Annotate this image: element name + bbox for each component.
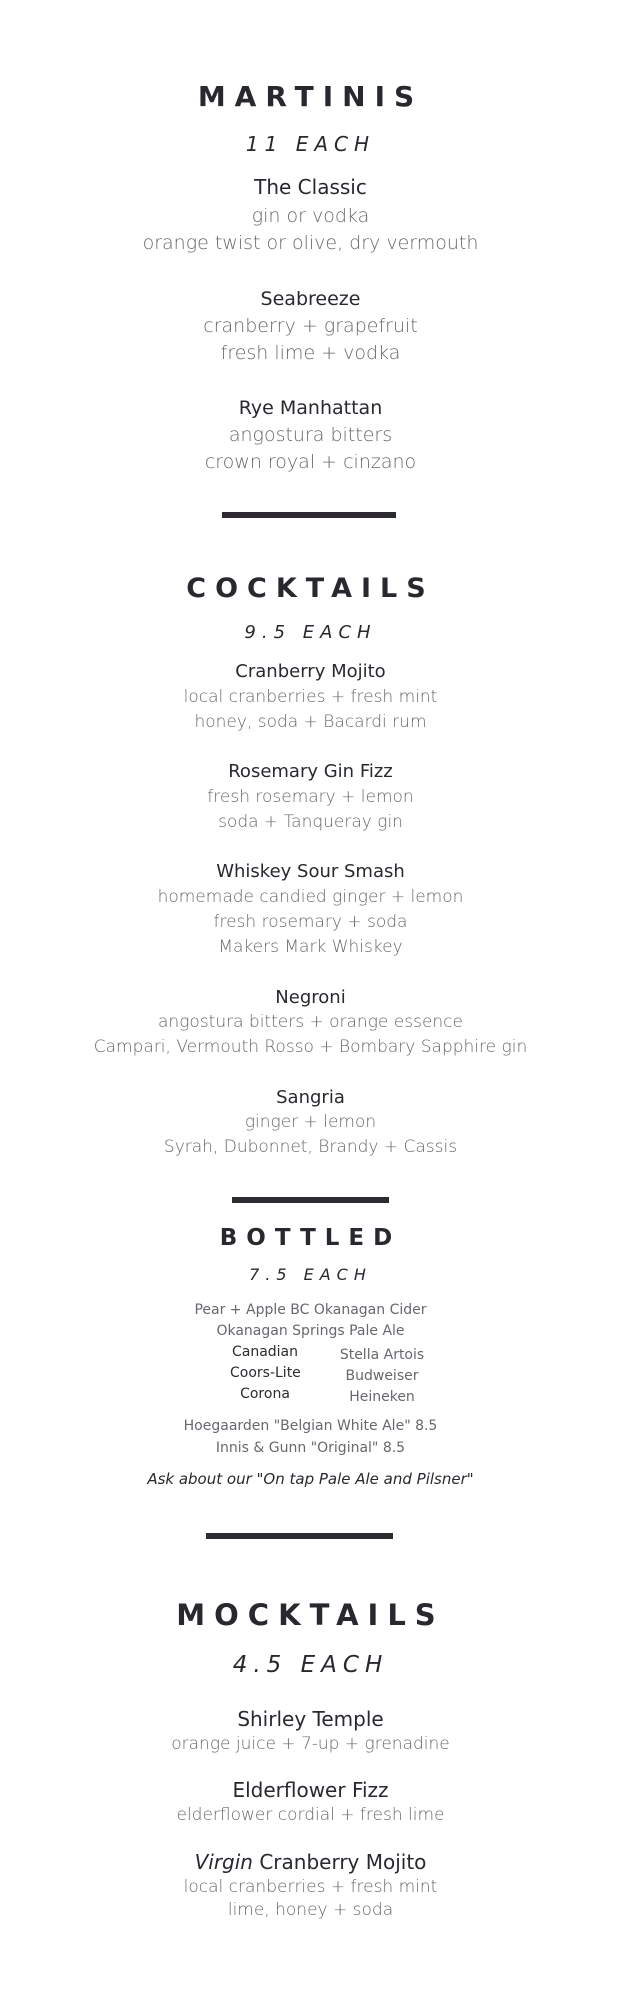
menu-item-desc: fresh rosemary + soda xyxy=(213,912,408,932)
menu-item-name: Negroni xyxy=(275,987,346,1008)
section-divider xyxy=(232,1197,389,1203)
bottled-column-left xyxy=(230,1342,300,1405)
section-title-cocktails: COCKTAILS xyxy=(186,573,435,604)
section-title-martinis: MARTINIS xyxy=(197,80,424,113)
beer-name: Stella Artois xyxy=(339,1347,425,1363)
menu-item-name: Seabreeze xyxy=(260,288,361,310)
section-divider xyxy=(206,1533,393,1539)
menu-item-desc: Syrah, Dubonnet, Brandy + Cassis xyxy=(163,1137,458,1157)
menu-item-desc: homemade candied ginger + lemon xyxy=(157,887,464,907)
menu-item-desc: honey, soda + Bacardi rum xyxy=(194,712,427,732)
menu-item-desc: angostura bitters + orange essence xyxy=(158,1012,463,1032)
menu-item-name-italic: Virgin xyxy=(194,1850,253,1874)
beer-name: Heineken xyxy=(349,1389,415,1405)
menu-item-desc: ginger + lemon xyxy=(244,1112,377,1132)
menu-item-desc: local cranberries + fresh mint xyxy=(183,1877,438,1897)
menu-item-desc: cranberry + grapefruit xyxy=(203,315,418,337)
bottled-line: Innis & Gunn "Original" 8.5 xyxy=(215,1440,406,1456)
menu-item-desc: orange juice + 7-up + grenadine xyxy=(171,1734,450,1754)
menu-item-desc: soda + Tanqueray gin xyxy=(218,812,403,832)
section-title-bottled: BOTTLED xyxy=(219,1225,402,1251)
bottled-column-right xyxy=(337,1345,427,1408)
menu-item-desc: angostura bitters xyxy=(228,424,393,446)
menu-item-name: The Classic xyxy=(254,175,367,199)
menu-item-name xyxy=(0,1850,621,1874)
bottled-line: Okanagan Springs Pale Ale xyxy=(216,1323,405,1339)
menu-item-desc: Makers Mark Whiskey xyxy=(218,937,403,957)
bottled-line: Pear + Apple BC Okanagan Cider xyxy=(194,1302,427,1318)
beer-name: Budweiser xyxy=(345,1368,419,1384)
menu-item-name: Rosemary Gin Fizz xyxy=(228,761,393,782)
menu-item-name: Rye Manhattan xyxy=(238,397,383,419)
section-title-mocktails: MOCKTAILS xyxy=(176,1598,445,1632)
bottled-line: Hoegaarden "Belgian White Ale" 8.5 xyxy=(183,1418,438,1434)
menu-item-desc: fresh rosemary + lemon xyxy=(207,787,414,807)
menu-item-desc: crown royal + cinzano xyxy=(204,451,417,473)
menu-item-desc: gin or vodka xyxy=(251,205,370,227)
beer-name: Corona xyxy=(240,1386,290,1402)
menu-item-name: Sangria xyxy=(276,1087,345,1108)
menu-item-name: Whiskey Sour Smash xyxy=(216,861,405,882)
beer-name: Canadian xyxy=(231,1344,299,1360)
menu-item-desc: local cranberries + fresh mint xyxy=(183,687,438,707)
menu-item-desc: fresh lime + vodka xyxy=(220,342,401,364)
beer-name: Coors-Lite xyxy=(230,1365,301,1381)
menu-item-name: Shirley Temple xyxy=(237,1707,384,1731)
menu-item-name: Elderflower Fizz xyxy=(232,1778,389,1802)
section-price-cocktails: 9.5 EACH xyxy=(244,622,377,643)
menu-item-desc: lime, honey + soda xyxy=(227,1900,394,1920)
section-price-martinis: 11 EACH xyxy=(245,132,376,156)
menu-item-desc: orange twist or olive, dry vermouth xyxy=(142,232,479,254)
section-price-mocktails: 4.5 EACH xyxy=(232,1652,389,1678)
section-price-bottled: 7.5 EACH xyxy=(249,1265,372,1284)
section-divider xyxy=(222,512,396,518)
menu-item-desc: Campari, Vermouth Rosso + Bombary Sapphire gin xyxy=(93,1037,528,1057)
menu-item-desc: elderflower cordial + fresh lime xyxy=(176,1805,445,1825)
menu-item-name: Cranberry Mojito xyxy=(235,661,386,682)
menu-item-name-rest: Cranberry Mojito xyxy=(252,1850,427,1874)
on-tap-note: Ask about our "On tap Pale Ale and Pilsner" xyxy=(147,1470,474,1488)
